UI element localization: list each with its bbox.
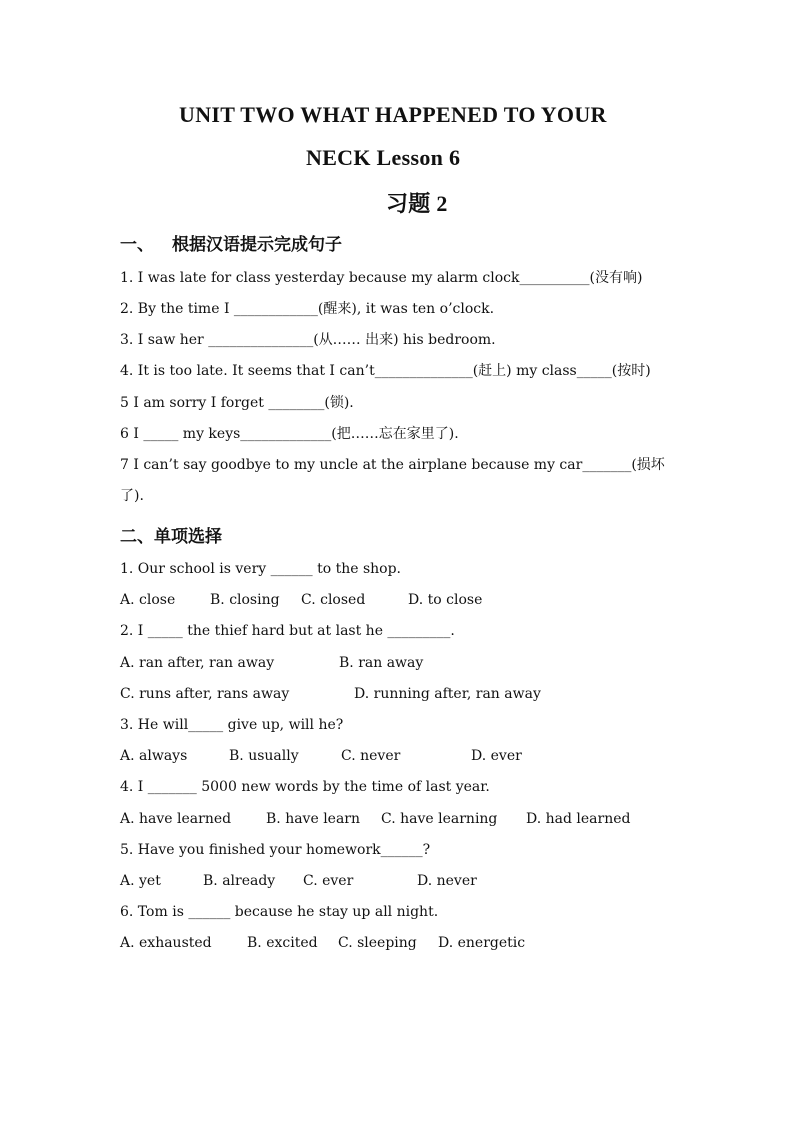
- option-b: B. excited: [247, 935, 318, 951]
- option-d: D. had learned: [526, 811, 631, 827]
- section-1-number: 一、: [120, 235, 154, 255]
- fill-in-item-5: 5 I am sorry I forget ________(锁).: [120, 395, 354, 411]
- question-2: 2. I _____ the thief hard but at last he _________.: [120, 623, 455, 639]
- fill-in-item-6: 6 I _____ my keys_____________(把……忘在家里了).: [120, 426, 459, 442]
- option-d: D. running after, ran away: [354, 686, 541, 702]
- option-d: D. ever: [471, 748, 522, 764]
- question-5-options: [120, 871, 720, 891]
- option-b: B. already: [203, 873, 276, 889]
- option-b: B. usually: [229, 748, 299, 764]
- fill-in-item-2: 2. By the time I ____________(醒来), it was ten o’clock.: [120, 301, 495, 317]
- option-d: D. energetic: [438, 935, 526, 951]
- question-1: 1. Our school is very ______ to the shop.: [120, 561, 402, 577]
- option-c: C. closed: [301, 592, 366, 608]
- option-b: B. closing: [210, 592, 280, 608]
- question-3: 3. He will_____ give up, will he?: [120, 717, 344, 733]
- section-1-heading: [120, 230, 342, 255]
- option-c: C. never: [341, 748, 401, 764]
- fill-in-item-7: 7 I can’t say goodbye to my uncle at the airplane because my car_______(损坏: [120, 457, 665, 473]
- option-c: C. sleeping: [338, 935, 417, 951]
- fill-in-item-3: 3. I saw her _______________(从…… 出来) his bedroom.: [120, 332, 496, 348]
- title-line-2: NECK Lesson 6: [306, 145, 461, 170]
- fill-in-item-7-continued: 了).: [120, 488, 144, 504]
- option-c: C. ever: [303, 873, 354, 889]
- option-b: B. have learn: [266, 811, 361, 827]
- option-a: A. always: [120, 748, 188, 764]
- question-2-options-row-1: [120, 653, 720, 673]
- section-1-title: 根据汉语提示完成句子: [172, 235, 342, 255]
- option-c: C. runs after, rans away: [120, 686, 290, 702]
- question-6-options: [120, 933, 720, 953]
- option-a: A. have learned: [120, 811, 232, 827]
- title-line-3: 习题 2: [386, 191, 448, 216]
- option-d: D. to close: [408, 592, 483, 608]
- question-1-options: [120, 590, 720, 610]
- fill-in-item-4: 4. It is too late. It seems that I can’t______________(赶上) my class_____(按时): [120, 363, 651, 379]
- option-a: A. ran after, ran away: [120, 655, 275, 671]
- option-b: B. ran away: [339, 655, 424, 671]
- option-a: A. exhausted: [120, 935, 212, 951]
- question-2-options-row-2: [120, 684, 720, 704]
- title-line-1: UNIT TWO WHAT HAPPENED TO YOUR: [179, 102, 607, 127]
- option-a: A. yet: [120, 873, 161, 889]
- question-6: 6. Tom is ______ because he stay up all night.: [120, 904, 439, 920]
- question-5: 5. Have you finished your homework______?: [120, 842, 431, 858]
- option-a: A. close: [120, 592, 176, 608]
- question-4: 4. I _______ 5000 new words by the time of last year.: [120, 779, 490, 795]
- option-c: C. have learning: [381, 811, 498, 827]
- fill-in-item-1: 1. I was late for class yesterday because my alarm clock__________(没有响): [120, 270, 643, 286]
- section-2-heading: 二、单项选择: [120, 527, 222, 547]
- question-4-options: [120, 809, 720, 829]
- question-3-options: [120, 746, 720, 766]
- option-d: D. never: [417, 873, 477, 889]
